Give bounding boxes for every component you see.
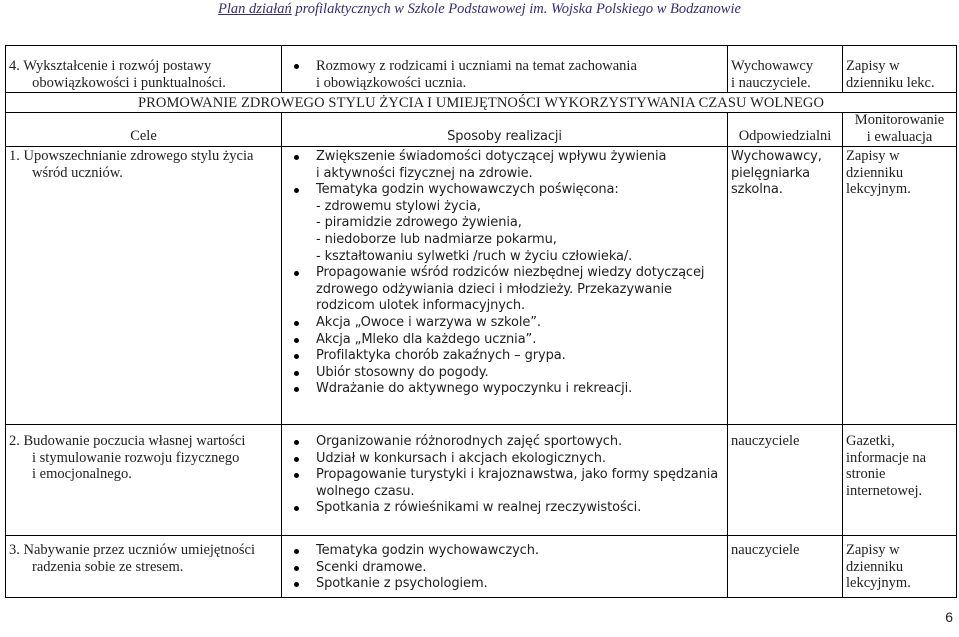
row3-methods — [292, 543, 724, 593]
row3-eval-line: dzienniku — [846, 558, 904, 575]
method-line: Scenki dramowe. — [316, 559, 427, 575]
method-line: Spotkania z rówieśnikami w realnej rzeczywistości. — [316, 500, 642, 516]
row1-goal-line: wśród uczniów. — [32, 164, 123, 181]
row1-eval-line: dzienniku — [846, 164, 904, 181]
document-header — [0, 0, 959, 20]
list-item — [292, 434, 724, 451]
method-line: - niedoborze lub nadmiarze pokarmu, — [316, 231, 557, 247]
column-divider — [842, 45, 843, 93]
row3-eval-line: Zapisy w — [846, 542, 900, 558]
row4-resp-line: Wychowawcy — [731, 58, 814, 74]
row3-evaluation — [846, 542, 954, 592]
column-divider — [281, 112, 282, 598]
row2-eval-line: Gazetki, — [846, 433, 895, 449]
list-item — [292, 149, 724, 182]
method-line: - kształtowaniu sylwetki /ruch w życiu człowieka/. — [316, 248, 633, 264]
header-title-prefix: Plan działań — [218, 1, 292, 17]
row3-method-list — [292, 543, 724, 593]
method-line: - piramidzie zdrowego żywienia, — [316, 215, 522, 231]
header-title-rest: profilaktycznych w Szkole Podstawowej im. Wojska Polskiego w Bodzanowie — [291, 1, 741, 17]
row2-methods — [292, 434, 724, 517]
list-item — [292, 381, 724, 398]
row4-eval-line: dzienniku lekc. — [846, 74, 935, 91]
method-line: zdrowego odżywiania dzieci i młodzieży. Przekazywanie — [316, 281, 672, 297]
row1-resp-line: Wychowawcy, — [731, 149, 822, 164]
row3-goal-line: radzenia sobie ze stresem. — [32, 558, 184, 575]
method-line: wolnego czasu. — [316, 483, 415, 499]
list-item — [292, 451, 724, 468]
list-item — [292, 332, 724, 349]
column-header-goals: Cele — [130, 128, 157, 144]
column-divider — [727, 45, 728, 93]
column-header-evaluation — [843, 112, 956, 145]
column-divider — [281, 45, 282, 93]
row-divider — [5, 535, 957, 536]
row4-methods — [292, 58, 722, 91]
row1-goal — [9, 148, 279, 181]
section-title: PROMOWANIE ZDROWEGO STYLU ŻYCIA I UMIEJĘTNOŚCI WYKORZYSTYWANIA CZASU WOLNEGO — [137, 95, 825, 111]
row1-resp-line: pielęgniarka — [731, 165, 810, 181]
row1-methods — [292, 149, 724, 398]
row1-method-list — [292, 149, 724, 398]
list-item — [292, 182, 724, 265]
list-item — [292, 58, 722, 91]
row2-goal-line: i emocjonalnego. — [32, 466, 132, 483]
row4-eval-line: Zapisy w — [846, 58, 900, 74]
method-line: Spotkanie z psychologiem. — [316, 576, 488, 592]
list-item — [292, 500, 724, 517]
row3-goal-line: 3. Nabywanie przez uczniów umiejętności — [9, 542, 256, 558]
row4-method-line: i obowiązkowości ucznia. — [316, 74, 467, 91]
row1-eval-line: Zapisy w — [846, 148, 900, 164]
row2-eval-line: stronie — [846, 466, 886, 483]
method-line: Propagowanie wśród rodziców niezbędnej wiedzy dotyczącej — [316, 265, 705, 281]
row2-goal-line: 2. Budowanie poczucia własnej wartości — [9, 433, 246, 449]
row2-evaluation — [846, 433, 954, 499]
row-divider — [5, 424, 957, 425]
row4-goal — [9, 58, 279, 91]
column-header-evaluation-line: i ewaluacja — [866, 128, 933, 145]
method-line: Udział w konkursach i akcjach ekologicznych. — [316, 450, 606, 466]
row1-resp-line: szkolna. — [731, 182, 783, 198]
method-line: Propagowanie turystyki i krajoznawstwa, jako formy spędzania — [316, 467, 719, 483]
row3-goal — [9, 542, 279, 575]
row3-eval-line: lekcyjnym. — [846, 575, 911, 592]
row1-responsible — [731, 149, 839, 199]
method-line: Akcja „Owoce i warzywa w szkole”. — [316, 314, 541, 330]
row4-goal-line: 4. Wykształcenie i rozwój postawy — [9, 58, 212, 74]
method-line: Wdrażanie do aktywnego wypoczynku i rekreacji. — [316, 381, 633, 397]
method-line: Zwiększenie świadomości dotyczącej wpływu żywienia — [316, 149, 667, 164]
row-divider — [5, 92, 957, 93]
row4-evaluation — [846, 58, 954, 91]
row2-responsible: nauczyciele — [731, 433, 800, 449]
row4-goal-line: obowiązkowości i punktualności. — [32, 74, 226, 91]
row4-responsible — [731, 58, 839, 91]
column-header-methods: Sposoby realizacji — [447, 129, 562, 144]
row1-goal-line: 1. Upowszechnianie zdrowego stylu życia — [9, 148, 254, 164]
column-header-evaluation-line: Monitorowanie — [854, 112, 945, 128]
row1-evaluation — [846, 148, 954, 198]
page-number: 6 — [945, 609, 953, 625]
row4-method-line: Rozmowy z rodzicami i uczniami na temat zachowania — [316, 58, 637, 74]
method-line: Ubiór stosowny do pogody. — [316, 364, 489, 380]
list-item — [292, 265, 724, 315]
column-divider — [842, 112, 843, 598]
row2-method-list — [292, 434, 724, 517]
row2-goal — [9, 433, 279, 483]
row-divider — [5, 112, 957, 113]
list-item — [292, 560, 724, 577]
column-divider — [727, 112, 728, 598]
column-header-responsible: Odpowiedzialni — [738, 128, 832, 144]
method-line: Akcja „Mleko dla każdego ucznia”. — [316, 331, 537, 347]
method-line: Organizowanie różnorodnych zajęć sportowych. — [316, 434, 623, 449]
table-top-border — [5, 45, 957, 46]
list-item — [292, 467, 724, 500]
row2-goal-line: i stymulowanie rozwoju fizycznego — [32, 449, 240, 466]
row1-eval-line: lekcyjnym. — [846, 181, 911, 198]
row3-responsible: nauczyciele — [731, 542, 800, 558]
method-line: - zdrowemu stylowi życia, — [316, 198, 481, 214]
list-item — [292, 543, 724, 560]
method-line: rodzicom ulotek informacyjnych. — [316, 298, 526, 314]
row2-eval-line: informacje na — [846, 449, 927, 466]
list-item — [292, 365, 724, 382]
table-bottom-border — [5, 597, 957, 598]
table-right-border — [956, 45, 957, 598]
list-item — [292, 348, 724, 365]
list-item — [292, 576, 724, 593]
method-line: Profilaktyka chorób zakaźnych – grypa. — [316, 348, 566, 364]
method-line: Tematyka godzin wychowawczych poświęcona: — [316, 182, 619, 198]
method-line: Tematyka godzin wychowawczych. — [316, 543, 539, 558]
method-line: i aktywności fizycznej na zdrowie. — [316, 165, 533, 181]
row2-eval-line: internetowej. — [846, 482, 923, 499]
row4-resp-line: i nauczyciele. — [731, 74, 811, 91]
row-divider — [5, 146, 957, 147]
list-item — [292, 315, 724, 332]
